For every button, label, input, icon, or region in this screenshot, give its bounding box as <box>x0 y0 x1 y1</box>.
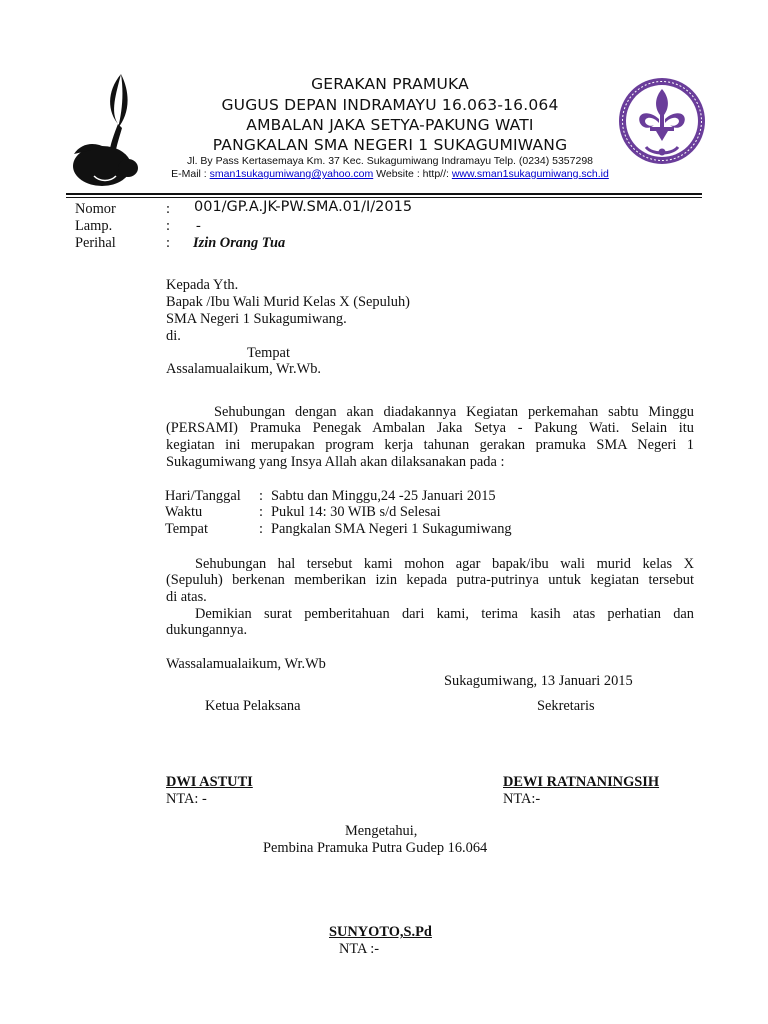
paragraph-1-line-4: Sukagumiwang yang Insya Allah akan dilaksanakan pada : <box>166 454 505 470</box>
right-role: Sekretaris <box>537 698 595 714</box>
paragraph-3-line-2: dukungannya. <box>166 622 248 638</box>
left-signatory-name: DWI ASTUTI <box>166 774 253 790</box>
left-signatory-nta: NTA: - <box>166 791 207 807</box>
detail-tempat-label: Tempat <box>165 521 208 537</box>
letterhead-line-4: PANGKALAN SMA NEGERI 1 SUKAGUMIWANG <box>212 136 568 154</box>
recipient-line-3: SMA Negeri 1 Sukagumiwang. <box>166 311 347 327</box>
paragraph-1-line-2: (PERSAMI) Pramuka Penegak Ambalan Jaka Setya - Pakung Wati. Selain itu <box>166 420 694 436</box>
nomor-value: 001/GP.A.JK-PW.SMA.01/I/2015 <box>194 199 413 215</box>
detail-waktu-value: Pukul 14: 30 WIB s/d Selesai <box>271 504 441 520</box>
right-signatory-nta: NTA:- <box>503 791 541 807</box>
detail-waktu-sep: : <box>259 504 263 520</box>
left-role: Ketua Pelaksana <box>205 698 301 714</box>
closing-greeting: Wassalamualaikum, Wr.Wb <box>166 656 326 672</box>
detail-waktu-label: Waktu <box>165 504 203 520</box>
paragraph-2-line-3: di atas. <box>166 589 207 605</box>
email-label: E-Mail : <box>171 168 207 180</box>
perihal-sep: : <box>166 235 170 251</box>
acknowledge-role: Pembina Pramuka Putra Gudep 16.064 <box>263 840 488 856</box>
letterhead-rule-thick <box>66 193 702 195</box>
lamp-value: - <box>196 218 201 234</box>
detail-hari-value: Sabtu dan Minggu,24 -25 Januari 2015 <box>271 488 496 504</box>
recipient-line-1: Kepada Yth. <box>166 277 239 293</box>
recipient-line-5: Tempat <box>247 345 290 361</box>
recipient-line-2: Bapak /Ibu Wali Murid Kelas X (Sepuluh) <box>166 294 410 310</box>
detail-hari-sep: : <box>259 488 263 504</box>
letterhead-contact <box>130 168 650 180</box>
letterhead-address: Jl. By Pass Kertasemaya Km. 37 Kec. Sukagumiwang Indramayu Telp. (0234) 5357298 <box>186 155 594 167</box>
bottom-signatory-nta: NTA :- <box>339 941 380 957</box>
detail-tempat-value: Pangkalan SMA Negeri 1 Sukagumiwang <box>271 521 512 537</box>
paragraph-1-line-1: Sehubungan dengan akan diadakannya Kegiatan perkemahan sabtu Minggu <box>214 404 694 420</box>
perihal-value: Izin Orang Tua <box>193 235 286 251</box>
recipient-line-4: di. <box>166 328 181 344</box>
paragraph-1-line-3: kegiatan ini merupakan program kerja tahunan gerakan pramuka SMA Negeri 1 <box>166 437 694 453</box>
website-label: Website : http//: <box>376 168 449 180</box>
acknowledge-label: Mengetahui, <box>345 823 418 839</box>
paragraph-2-line-1: Sehubungan hal tersebut kami mohon agar bapak/ibu wali murid kelas X <box>195 556 694 572</box>
bottom-signatory-name: SUNYOTO,S.Pd <box>329 924 432 940</box>
greeting: Assalamualaikum, Wr.Wb. <box>166 361 322 377</box>
perihal-label: Perihal <box>75 235 116 251</box>
letterhead-line-3: AMBALAN JAKA SETYA-PAKUNG WATI <box>246 116 534 134</box>
letterhead-rule-thin <box>66 197 702 198</box>
place-date: Sukagumiwang, 13 Januari 2015 <box>444 673 633 689</box>
website-link[interactable]: www.sman1sukagumiwang.sch.id <box>451 168 609 180</box>
lamp-label: Lamp. <box>75 218 113 234</box>
detail-hari-label: Hari/Tanggal <box>165 488 241 504</box>
paragraph-2-line-2: (Sepuluh) berkenan memberikan izin kepada putra-putrinya untuk kegiatan tersebut <box>166 572 694 588</box>
paragraph-3-line-1: Demikian surat pemberitahuan dari kami, terima kasih atas perhatian dan <box>195 606 694 622</box>
detail-tempat-sep: : <box>259 521 263 537</box>
letterhead-line-1: GERAKAN PRAMUKA <box>311 75 469 93</box>
lamp-sep: : <box>166 218 170 234</box>
right-signatory-name: DEWI RATNANINGSIH <box>503 774 660 790</box>
nomor-sep: : <box>166 201 170 217</box>
letterhead-line-2: GUGUS DEPAN INDRAMAYU 16.063-16.064 <box>221 96 559 114</box>
nomor-label: Nomor <box>75 201 116 217</box>
email-link[interactable]: sman1sukagumiwang@yahoo.com <box>209 168 374 180</box>
